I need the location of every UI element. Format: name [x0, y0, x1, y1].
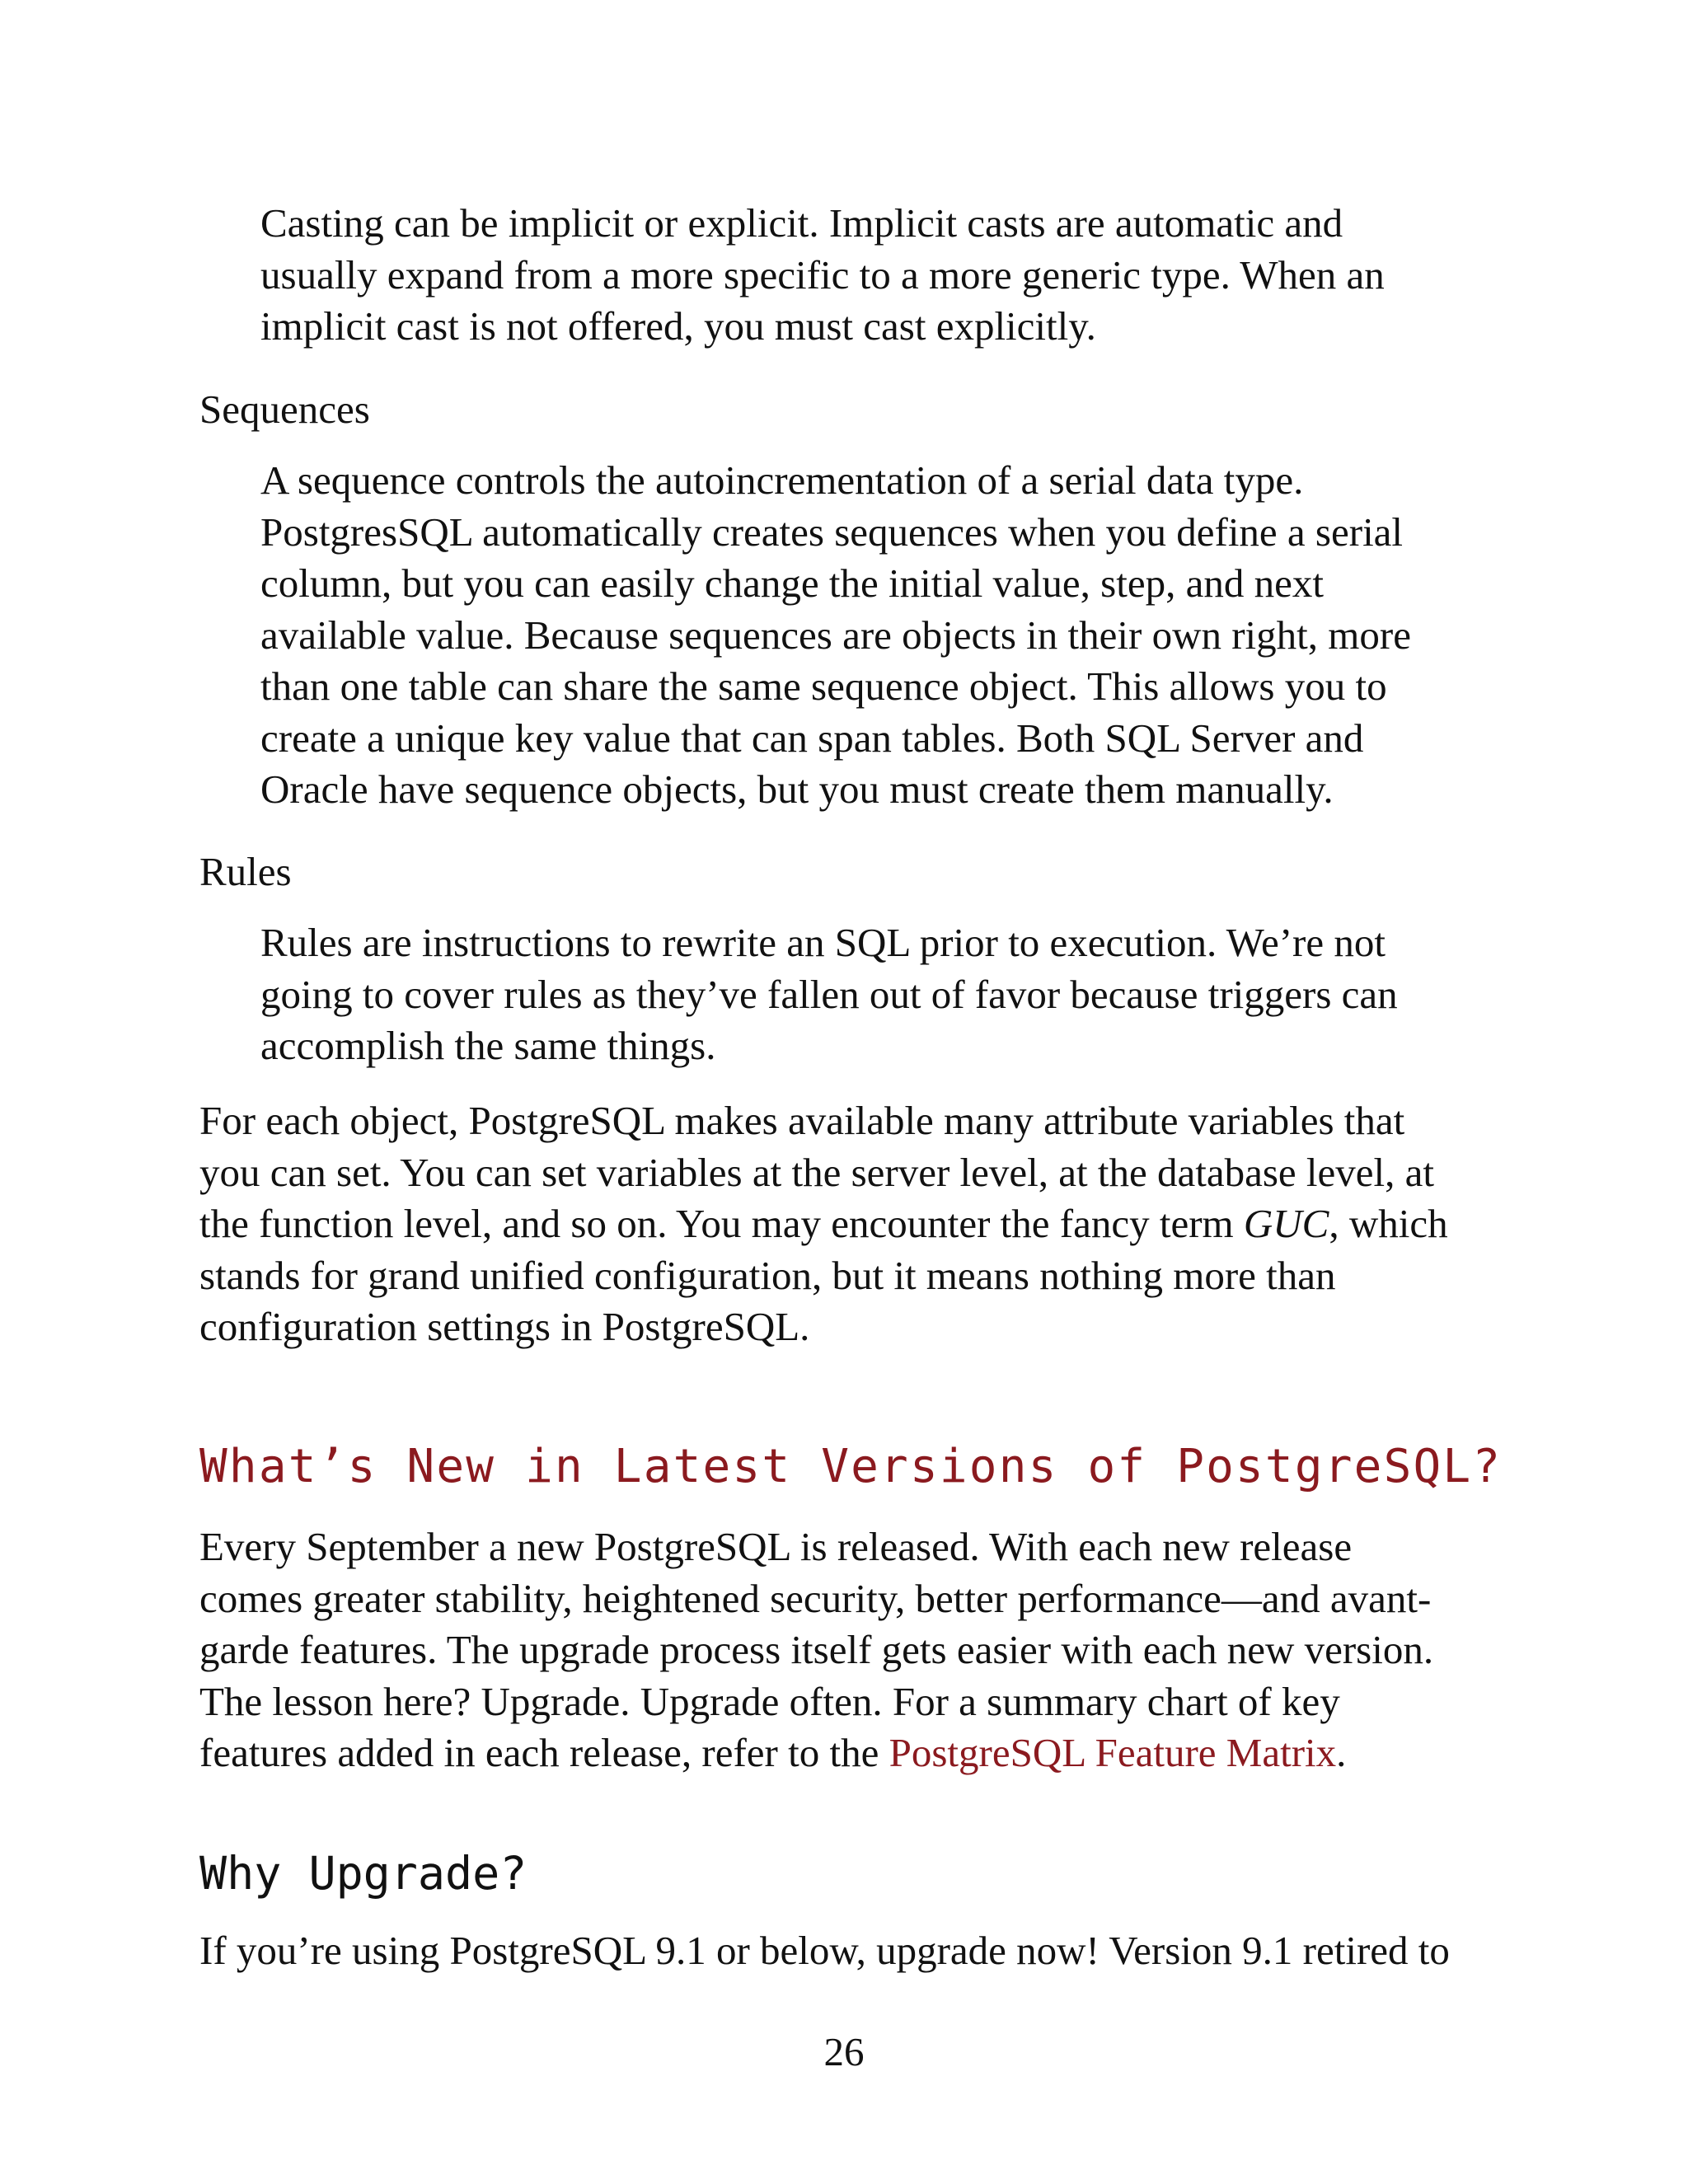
sequences-line: A sequence controls the autoincrementation of a serial data type.	[260, 457, 1304, 503]
attributes-line: configuration settings in PostgreSQL.	[199, 1304, 810, 1349]
attributes-line: stands for grand unified configuration, but it means nothing more than	[199, 1252, 1336, 1298]
sequences-definition	[260, 455, 1411, 816]
whats-new-line: The lesson here? Upgrade. Upgrade often. For a summary chart of key	[199, 1678, 1340, 1724]
whats-new-line: garde features. The upgrade process itself gets easier with each new version.	[199, 1627, 1434, 1672]
rules-line: Rules are instructions to rewrite an SQL prior to execution. We’re not	[260, 920, 1386, 965]
why-upgrade-line: If you’re using PostgreSQL 9.1 or below, upgrade now! Version 9.1 retired to	[199, 1928, 1450, 1973]
whats-new-text: features added in each release, refer to the	[199, 1730, 889, 1775]
whats-new-line	[199, 1727, 1433, 1779]
casting-line: usually expand from a more specific to a more generic type. When an	[260, 251, 1385, 298]
rules-definition	[260, 917, 1398, 1072]
rules-line: accomplish the same things.	[260, 1023, 716, 1068]
sequences-line: PostgresSQL automatically creates sequences when you define a serial	[260, 509, 1404, 555]
attributes-text: , which	[1329, 1201, 1448, 1246]
why-upgrade-paragraph	[199, 1925, 1450, 1977]
page-number: 26	[823, 2029, 865, 2074]
section-heading-whats-new: What’s New in Latest Versions of PostgreSQL?	[199, 1440, 1503, 1493]
section-heading-why-upgrade: Why Upgrade?	[199, 1847, 528, 1900]
guc-term: GUC	[1243, 1201, 1329, 1246]
attributes-paragraph	[199, 1095, 1448, 1353]
attributes-line: For each object, PostgreSQL makes available many attribute variables that	[199, 1098, 1405, 1143]
attributes-line: you can set. You can set variables at the server level, at the database level, at	[199, 1149, 1435, 1195]
attributes-text: the function level, and so on. You may encounter the fancy term	[199, 1201, 1244, 1246]
feature-matrix-link[interactable]: PostgreSQL Feature Matrix	[889, 1730, 1337, 1775]
sequences-line: than one table can share the same sequence object. This allows you to	[260, 663, 1387, 709]
rules-line: going to cover rules as they’ve fallen out of favor because triggers can	[260, 971, 1398, 1017]
whats-new-line: comes greater stability, heightened security, better performance—and avant-	[199, 1575, 1432, 1621]
sequences-line: Oracle have sequence objects, but you must create them manually.	[260, 766, 1334, 812]
casting-line: Casting can be implicit or explicit. Implicit casts are automatic and	[260, 200, 1343, 246]
whats-new-paragraph	[199, 1521, 1433, 1779]
sequences-line: create a unique key value that can span tables. Both SQL Server and	[260, 715, 1364, 761]
rules-term: Rules	[199, 849, 292, 894]
casting-definition	[260, 198, 1385, 353]
attributes-line	[199, 1198, 1448, 1250]
whats-new-line: Every September a new PostgreSQL is released. With each new release	[199, 1524, 1353, 1569]
casting-line: implicit cast is not offered, you must cast explicitly.	[260, 303, 1096, 349]
sequences-term: Sequences	[199, 387, 370, 432]
sequences-line: column, but you can easily change the initial value, step, and next	[260, 560, 1324, 606]
sequences-line: available value. Because sequences are objects in their own right, more	[260, 612, 1411, 658]
whats-new-text: .	[1336, 1730, 1347, 1775]
